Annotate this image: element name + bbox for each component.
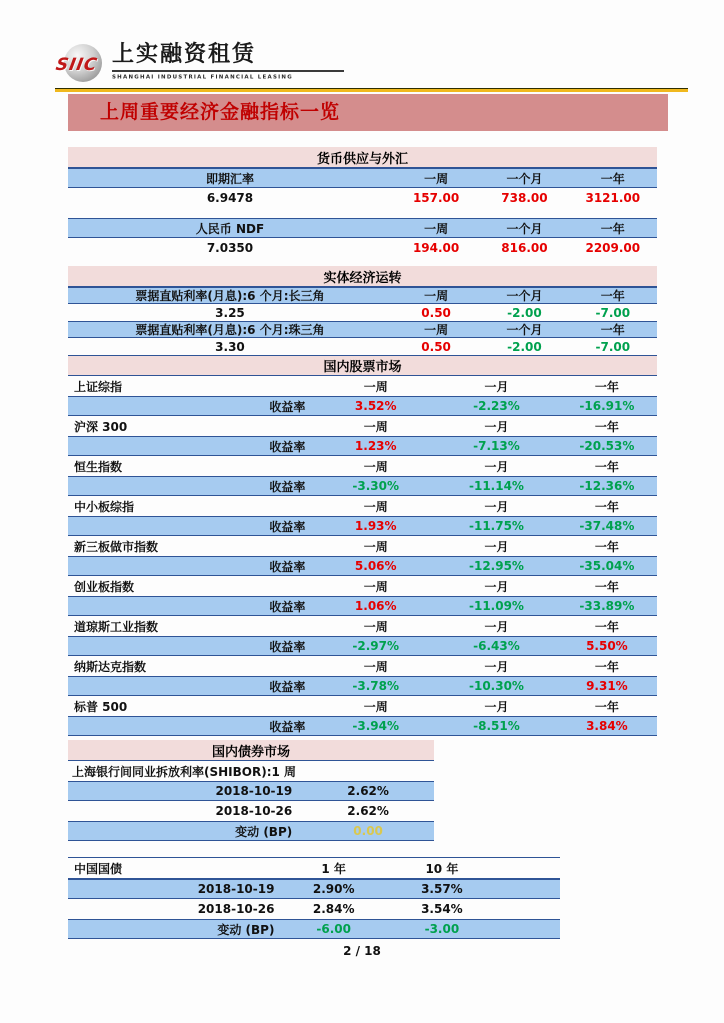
govt-bond-table (68, 857, 560, 939)
current-value: 3.30 (215, 339, 245, 354)
govt-bond-data-row (68, 879, 560, 899)
siic-badge-text: SIIC (54, 55, 100, 75)
rate-value: 0.00 (353, 824, 383, 838)
indicator-label: 票据直贴利率(月息):6 个月:珠三角 (135, 323, 325, 337)
period-header: 一月 (484, 579, 509, 594)
index-yield-row (68, 556, 657, 576)
index-name: 恒生指数 (74, 459, 123, 474)
rate-value: 2.62% (347, 784, 389, 798)
return-value: -3.94% (352, 719, 400, 733)
index-name-row (68, 416, 657, 436)
current-value: 7.0350 (206, 241, 254, 255)
indicator-label: 人民币 NDF (195, 221, 265, 236)
return-value: -6.43% (473, 639, 520, 653)
rate-value: 3.54% (421, 902, 463, 916)
period-header: 一个月 (506, 323, 543, 337)
current-value: 3.25 (215, 305, 245, 320)
change-value: -7.00 (595, 305, 631, 320)
index-yield-row (68, 716, 657, 736)
date-label: 变动 (BP) (217, 922, 275, 937)
indicator-header-row (68, 168, 657, 188)
period-header: 一年 (594, 619, 619, 634)
bond-data-row (68, 781, 434, 801)
instrument-label: 上海银行间同业拆放利率(SHIBOR):1 周 (72, 764, 297, 779)
govt-bond-data-row (68, 899, 560, 919)
return-value: -11.75% (468, 519, 524, 533)
yield-label: 收益率 (269, 599, 306, 614)
section-real-economy (68, 266, 657, 355)
index-name-row (68, 456, 657, 476)
period-header: 一年 (594, 579, 619, 594)
period-header: 一年 (594, 659, 619, 674)
index-yield-row (68, 596, 657, 616)
period-header: 一周 (363, 619, 388, 634)
tenor-header: 10 年 (425, 861, 459, 876)
index-yield-row (68, 676, 657, 696)
period-header: 一年 (594, 539, 619, 554)
index-name-row (68, 696, 657, 716)
change-value: 194.00 (412, 241, 460, 255)
return-value: 1.23% (354, 439, 397, 453)
yield-label: 收益率 (269, 719, 306, 734)
page-number: 2 / 18 (343, 944, 381, 958)
change-value: 3121.00 (585, 191, 641, 205)
date-label: 变动 (BP) (235, 824, 293, 839)
return-value: -8.51% (473, 719, 520, 733)
return-value: -12.36% (579, 479, 635, 493)
logo-text (112, 42, 344, 82)
index-name: 上证综指 (74, 379, 123, 394)
period-header: 一周 (363, 699, 388, 714)
period-header: 一月 (484, 459, 509, 474)
rate-value: 2.62% (347, 804, 389, 818)
period-header: 一年 (600, 323, 625, 337)
bond-data-row (68, 821, 434, 841)
period-header: 一周 (363, 459, 388, 474)
return-value: -7.13% (473, 439, 520, 453)
instrument-name: 中国国债 (74, 861, 123, 876)
return-value: -10.30% (468, 679, 524, 693)
yield-label: 收益率 (269, 399, 306, 414)
return-value: 1.93% (354, 519, 397, 533)
section-stock-market (68, 355, 657, 736)
period-header: 一年 (594, 379, 619, 394)
money-fx-table (68, 168, 657, 258)
index-name-row (68, 576, 657, 596)
rate-value: 2.90% (312, 882, 355, 896)
date-label: 2018-10-26 (215, 804, 293, 818)
row-gap (68, 208, 657, 218)
change-value: 2209.00 (585, 241, 641, 255)
change-value: -2.00 (507, 305, 542, 320)
return-value: -37.48% (579, 519, 635, 533)
return-value: 9.31% (586, 679, 628, 693)
section-header: 国内股票市场 (68, 355, 657, 376)
yield-label: 收益率 (269, 559, 306, 574)
indicator-label: 票据直贴利率(月息):6 个月:长三角 (135, 289, 325, 303)
govt-bond-header-row (68, 857, 560, 879)
indicator-header-row (68, 321, 657, 338)
index-name-row (68, 536, 657, 556)
yield-label: 收益率 (269, 679, 306, 694)
index-name: 新三板做市指数 (74, 539, 159, 554)
period-header: 一月 (484, 539, 509, 554)
section-header: 货币供应与外汇 (68, 147, 657, 168)
change-value: 738.00 (501, 191, 548, 205)
date-label: 2018-10-26 (197, 902, 275, 916)
tenor-header: 1 年 (321, 861, 346, 876)
section-bond-market (68, 740, 434, 841)
yield-label: 收益率 (269, 439, 306, 454)
bond-data-row (68, 801, 434, 821)
indicator-value-row (68, 304, 657, 321)
rate-value: 3.57% (421, 882, 463, 896)
company-name-en: SHANGHAI INDUSTRIAL FINANCIAL LEASING (112, 74, 293, 81)
period-header: 一年 (594, 499, 619, 514)
period-header: 一年 (594, 699, 619, 714)
rate-value: -6.00 (316, 922, 351, 936)
return-value: -3.30% (352, 479, 400, 493)
return-value: -35.04% (579, 559, 635, 573)
period-header: 一周 (363, 419, 388, 434)
return-value: -11.09% (468, 599, 524, 613)
period-header: 一年 (600, 171, 625, 186)
yield-label: 收益率 (269, 639, 306, 654)
indicator-value-row (68, 188, 657, 208)
index-yield-row (68, 636, 657, 656)
yield-label: 收益率 (269, 519, 306, 534)
index-name-row (68, 496, 657, 516)
change-value: 157.00 (412, 191, 460, 205)
period-header: 一年 (594, 419, 619, 434)
period-header: 一周 (424, 171, 449, 186)
index-name: 纳斯达克指数 (74, 659, 147, 674)
return-value: -20.53% (579, 439, 635, 453)
index-yield-row (68, 476, 657, 496)
change-value: 816.00 (501, 241, 548, 255)
indicator-label: 即期汇率 (205, 171, 254, 186)
return-value: 5.50% (586, 639, 628, 653)
company-name-cn: 上实融资租赁 (112, 42, 344, 72)
return-value: 3.52% (354, 399, 397, 413)
period-header: 一周 (424, 221, 449, 236)
change-value: -2.00 (507, 339, 542, 354)
period-header: 一个月 (506, 289, 543, 303)
return-value: 5.06% (354, 559, 397, 573)
company-logo (54, 42, 344, 82)
index-yield-row (68, 436, 657, 456)
period-header: 一月 (484, 699, 509, 714)
section-money-fx (68, 147, 657, 258)
return-value: -2.23% (473, 399, 520, 413)
period-header: 一年 (594, 459, 619, 474)
indicator-header-row (68, 218, 657, 238)
index-name: 中小板综指 (74, 499, 135, 514)
date-label: 2018-10-19 (215, 784, 293, 798)
index-name-row (68, 656, 657, 676)
period-header: 一月 (484, 379, 509, 394)
index-name: 道琼斯工业指数 (74, 619, 159, 634)
indicator-header-row (68, 287, 657, 304)
tables-area (68, 147, 657, 939)
real-economy-table (68, 287, 657, 355)
period-header: 一周 (424, 323, 449, 337)
period-header: 一个月 (506, 171, 543, 186)
period-header: 一周 (363, 499, 388, 514)
return-value: -11.14% (468, 479, 524, 493)
yield-label: 收益率 (269, 479, 306, 494)
period-header: 一周 (363, 379, 388, 394)
rate-value: 2.84% (312, 902, 355, 916)
govt-bond-data-row (68, 919, 560, 939)
current-value: 6.9478 (206, 191, 254, 205)
period-header: 一年 (600, 289, 625, 303)
index-name: 标普 500 (74, 699, 128, 714)
change-value: 0.50 (421, 305, 451, 320)
date-label: 2018-10-19 (197, 882, 275, 896)
index-name: 创业板指数 (74, 579, 135, 594)
index-name: 沪深 300 (74, 419, 128, 434)
period-header: 一周 (363, 659, 388, 674)
return-value: -33.89% (579, 599, 635, 613)
return-value: 3.84% (586, 719, 628, 733)
return-value: -2.97% (352, 639, 400, 653)
siic-globe-icon (54, 44, 104, 82)
change-value: 0.50 (421, 339, 451, 354)
rate-value: -3.00 (424, 922, 460, 936)
period-header: 一月 (484, 619, 509, 634)
return-value: -16.91% (579, 399, 635, 413)
stock-market-table (68, 376, 657, 736)
period-header: 一月 (484, 659, 509, 674)
period-header: 一周 (363, 539, 388, 554)
indicator-value-row (68, 338, 657, 355)
return-value: -3.78% (352, 679, 400, 693)
index-name-row (68, 376, 657, 396)
return-value: 1.06% (354, 599, 397, 613)
index-name-row (68, 616, 657, 636)
section-header: 实体经济运转 (68, 266, 657, 287)
indicator-value-row (68, 238, 657, 258)
period-header: 一周 (424, 289, 449, 303)
period-header: 一个月 (506, 221, 543, 236)
period-header: 一月 (484, 499, 509, 514)
section-govt-bond (68, 857, 560, 939)
divider-line (55, 88, 688, 92)
period-header: 一年 (600, 221, 625, 236)
section-header: 国内债券市场 (68, 740, 434, 761)
period-header: 一月 (484, 419, 509, 434)
return-value: -12.95% (468, 559, 524, 573)
index-yield-row (68, 396, 657, 416)
period-header: 一周 (363, 579, 388, 594)
page-title: 上周重要经济金融指标一览 (68, 94, 668, 131)
change-value: -7.00 (595, 339, 631, 354)
index-yield-row (68, 516, 657, 536)
shibor-table (68, 781, 434, 841)
